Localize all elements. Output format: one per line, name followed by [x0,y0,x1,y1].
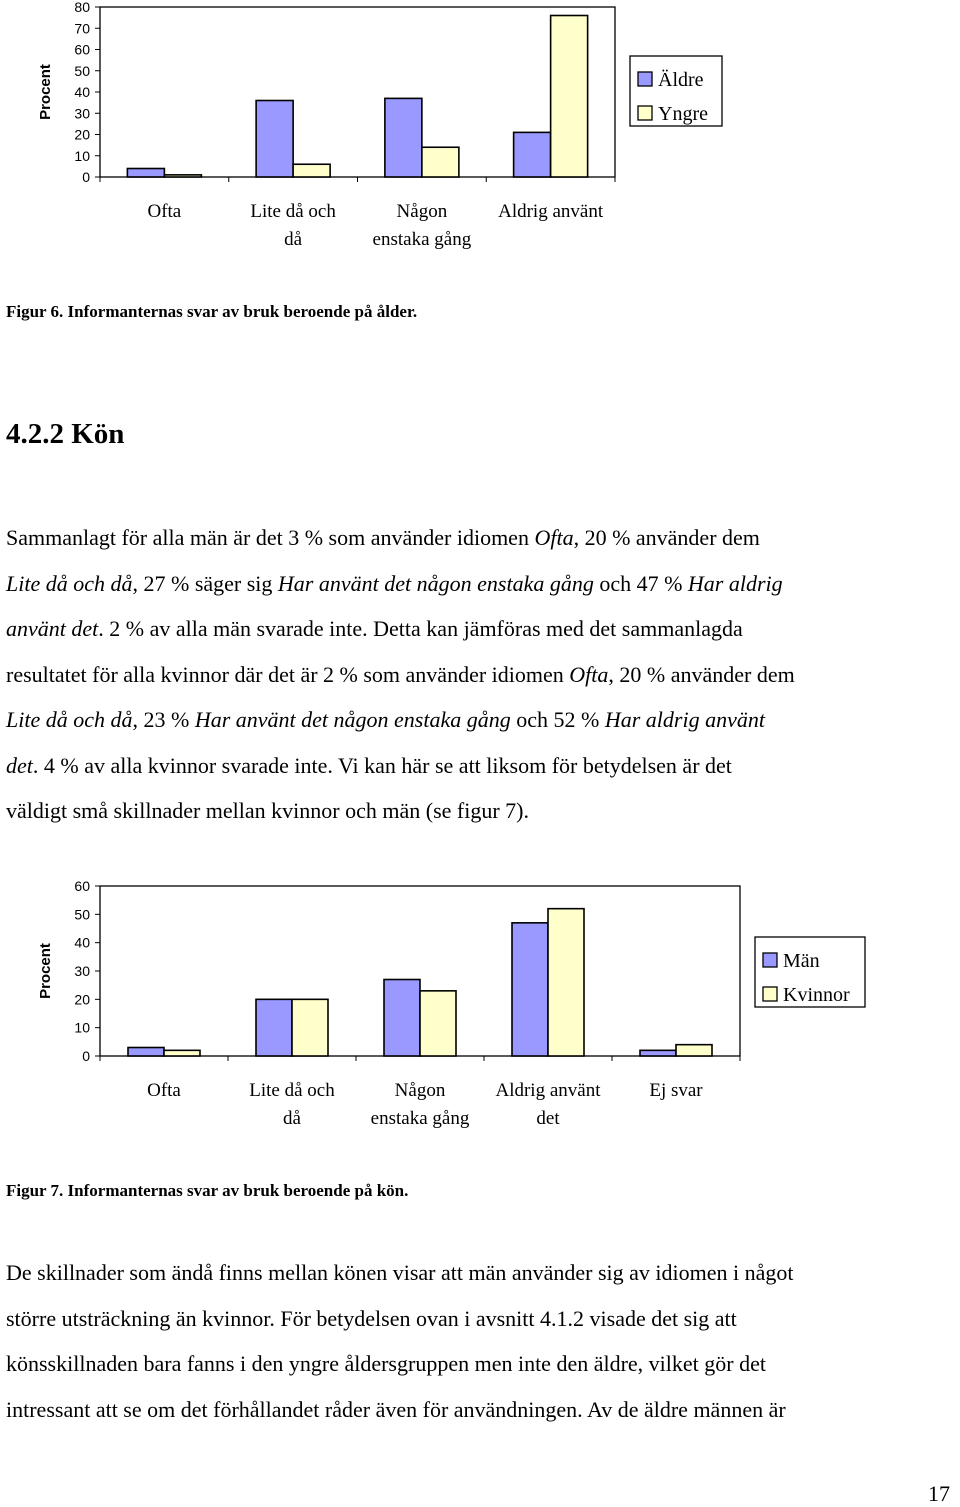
text-line: större utsträckning än kvinnor. För betydelsen ovan i avsnitt 4.1.2 visade det sig att [6,1305,737,1331]
y-tick-label: 30 [74,105,90,122]
text-line [6,561,956,607]
text-run: och 52 % [510,707,605,732]
text-run: . 2 % av alla män svarade inte. Detta kan jämföras med det sammanlagda [98,616,743,641]
text-run: och 47 % [593,570,688,596]
x-category-label: Aldrig använt [498,201,604,222]
bar-kvinnor [548,909,584,1056]
x-category-label: då [284,229,303,250]
y-tick-label: 20 [74,126,90,143]
bar-yngre [293,164,330,177]
bar-män [256,999,292,1056]
italic-text: Lite då och då [6,707,133,732]
text-run: , 20 % använder dem [573,525,760,550]
text-run: , 23 % [132,707,195,732]
bar-män [512,923,548,1056]
text-run: Sammanlagt för alla män är det 3 % som använder idiomen [6,525,535,550]
bar-kvinnor [420,991,456,1056]
y-tick-label: 50 [74,62,90,79]
bar-män [384,980,420,1057]
bar-yngre [551,16,588,178]
y-tick-label: 80 [74,0,90,15]
bar-äldre [256,101,293,178]
bar-kvinnor [676,1045,712,1056]
text-line: könsskillnaden bara fanns i den yngre åldersgruppen men inte den äldre, vilket gör det [6,1351,766,1376]
italic-text: det [6,752,33,778]
italic-text: Har aldrig [687,570,783,596]
italic-text: Har aldrig använt [604,707,765,732]
y-tick-label: 10 [74,147,90,164]
y-tick-label: 50 [74,906,90,923]
x-category-label: Lite då och [250,201,336,222]
x-category-label: då [283,1108,301,1129]
italic-text: Har använt det någon enstaka gång [277,570,594,596]
italic-text: Ofta [569,661,609,687]
x-category-label: enstaka gång [370,1108,470,1129]
text-run: , 27 % säger sig [132,570,278,596]
bar-äldre [514,132,551,177]
text-run: . 4 % av alla kvinnor svarade inte. Vi kan här se att liksom för betydelsen är det [32,752,732,778]
text-line [6,515,956,561]
paragraph-1 [6,515,956,834]
y-tick-label: 10 [74,1019,90,1036]
y-tick-label: 20 [74,991,90,1008]
x-category-label: Ofta [147,201,182,222]
x-category-label: Ofta [147,1080,181,1101]
italic-text: Har använt det någon enstaka gång [194,707,511,732]
legend-entry: Äldre [658,69,704,91]
y-tick-label: 40 [74,934,90,951]
y-axis-label: Procent [37,943,54,999]
figure-6-caption: Figur 6. Informanternas svar av bruk beroende på ålder. [6,302,418,321]
x-category-label: Ej svar [649,1080,703,1101]
legend-entry: Yngre [658,103,708,125]
italic-text: Lite då och då [6,570,133,596]
text-run: , 20 % använder dem [608,661,795,687]
legend-entry: Kvinnor [783,984,850,1006]
y-axis-label: Procent [37,64,54,120]
text-line: De skillnader som ändå finns mellan könen visar att män använder sig av idiomen i något [6,1260,794,1285]
figure-7-caption: Figur 7. Informanternas svar av bruk beroende på kön. [6,1181,409,1200]
legend-entry: Män [783,950,820,972]
y-tick-label: 40 [74,84,90,100]
italic-text: Ofta [534,525,574,550]
y-tick-label: 70 [74,20,90,37]
bar-yngre [164,175,201,177]
figure-6-chart [0,0,960,262]
italic-text: använt det [6,616,99,641]
y-tick-label: 0 [82,169,90,185]
x-category-label: Någon [394,1080,446,1101]
x-category-label: Lite då och [249,1080,335,1101]
x-category-label: enstaka gång [372,229,472,250]
bar-yngre [422,147,459,177]
bar-äldre [385,98,422,177]
text-line [6,743,956,789]
text-line [6,606,956,652]
bar-män [640,1050,676,1056]
text-run: väldigt små skillnader mellan kvinnor och män (se figur 7). [6,798,529,823]
legend-swatch [763,987,777,1001]
y-tick-label: 30 [74,963,90,979]
bar-män [128,1048,164,1057]
figure-6-svg [0,0,960,262]
text-line [6,652,956,698]
figure-7-svg [0,860,960,1150]
page-number: 17 [928,1481,950,1506]
bar-kvinnor [292,999,328,1056]
paragraph-2 [6,1250,956,1432]
text-run: resultatet för alla kvinnor där det är 2 % som använder idiomen [6,661,570,687]
bar-äldre [127,169,164,178]
legend-swatch [638,106,652,120]
y-tick-label: 60 [74,41,90,58]
x-category-label: det [536,1108,560,1129]
figure-7-chart [0,860,960,1150]
text-line: intressant att se om det förhållandet råder även för användningen. Av de äldre männen är [6,1396,786,1422]
bar-kvinnor [164,1050,200,1056]
x-category-label: Någon [396,201,448,222]
y-tick-label: 60 [74,878,90,894]
legend-swatch [763,953,777,967]
section-heading: 4.2.2 Kön [6,418,125,450]
text-line [6,697,956,743]
y-tick-label: 0 [82,1048,90,1064]
x-category-label: Aldrig använt [495,1080,601,1101]
text-line [6,788,956,834]
legend-swatch [638,72,652,86]
